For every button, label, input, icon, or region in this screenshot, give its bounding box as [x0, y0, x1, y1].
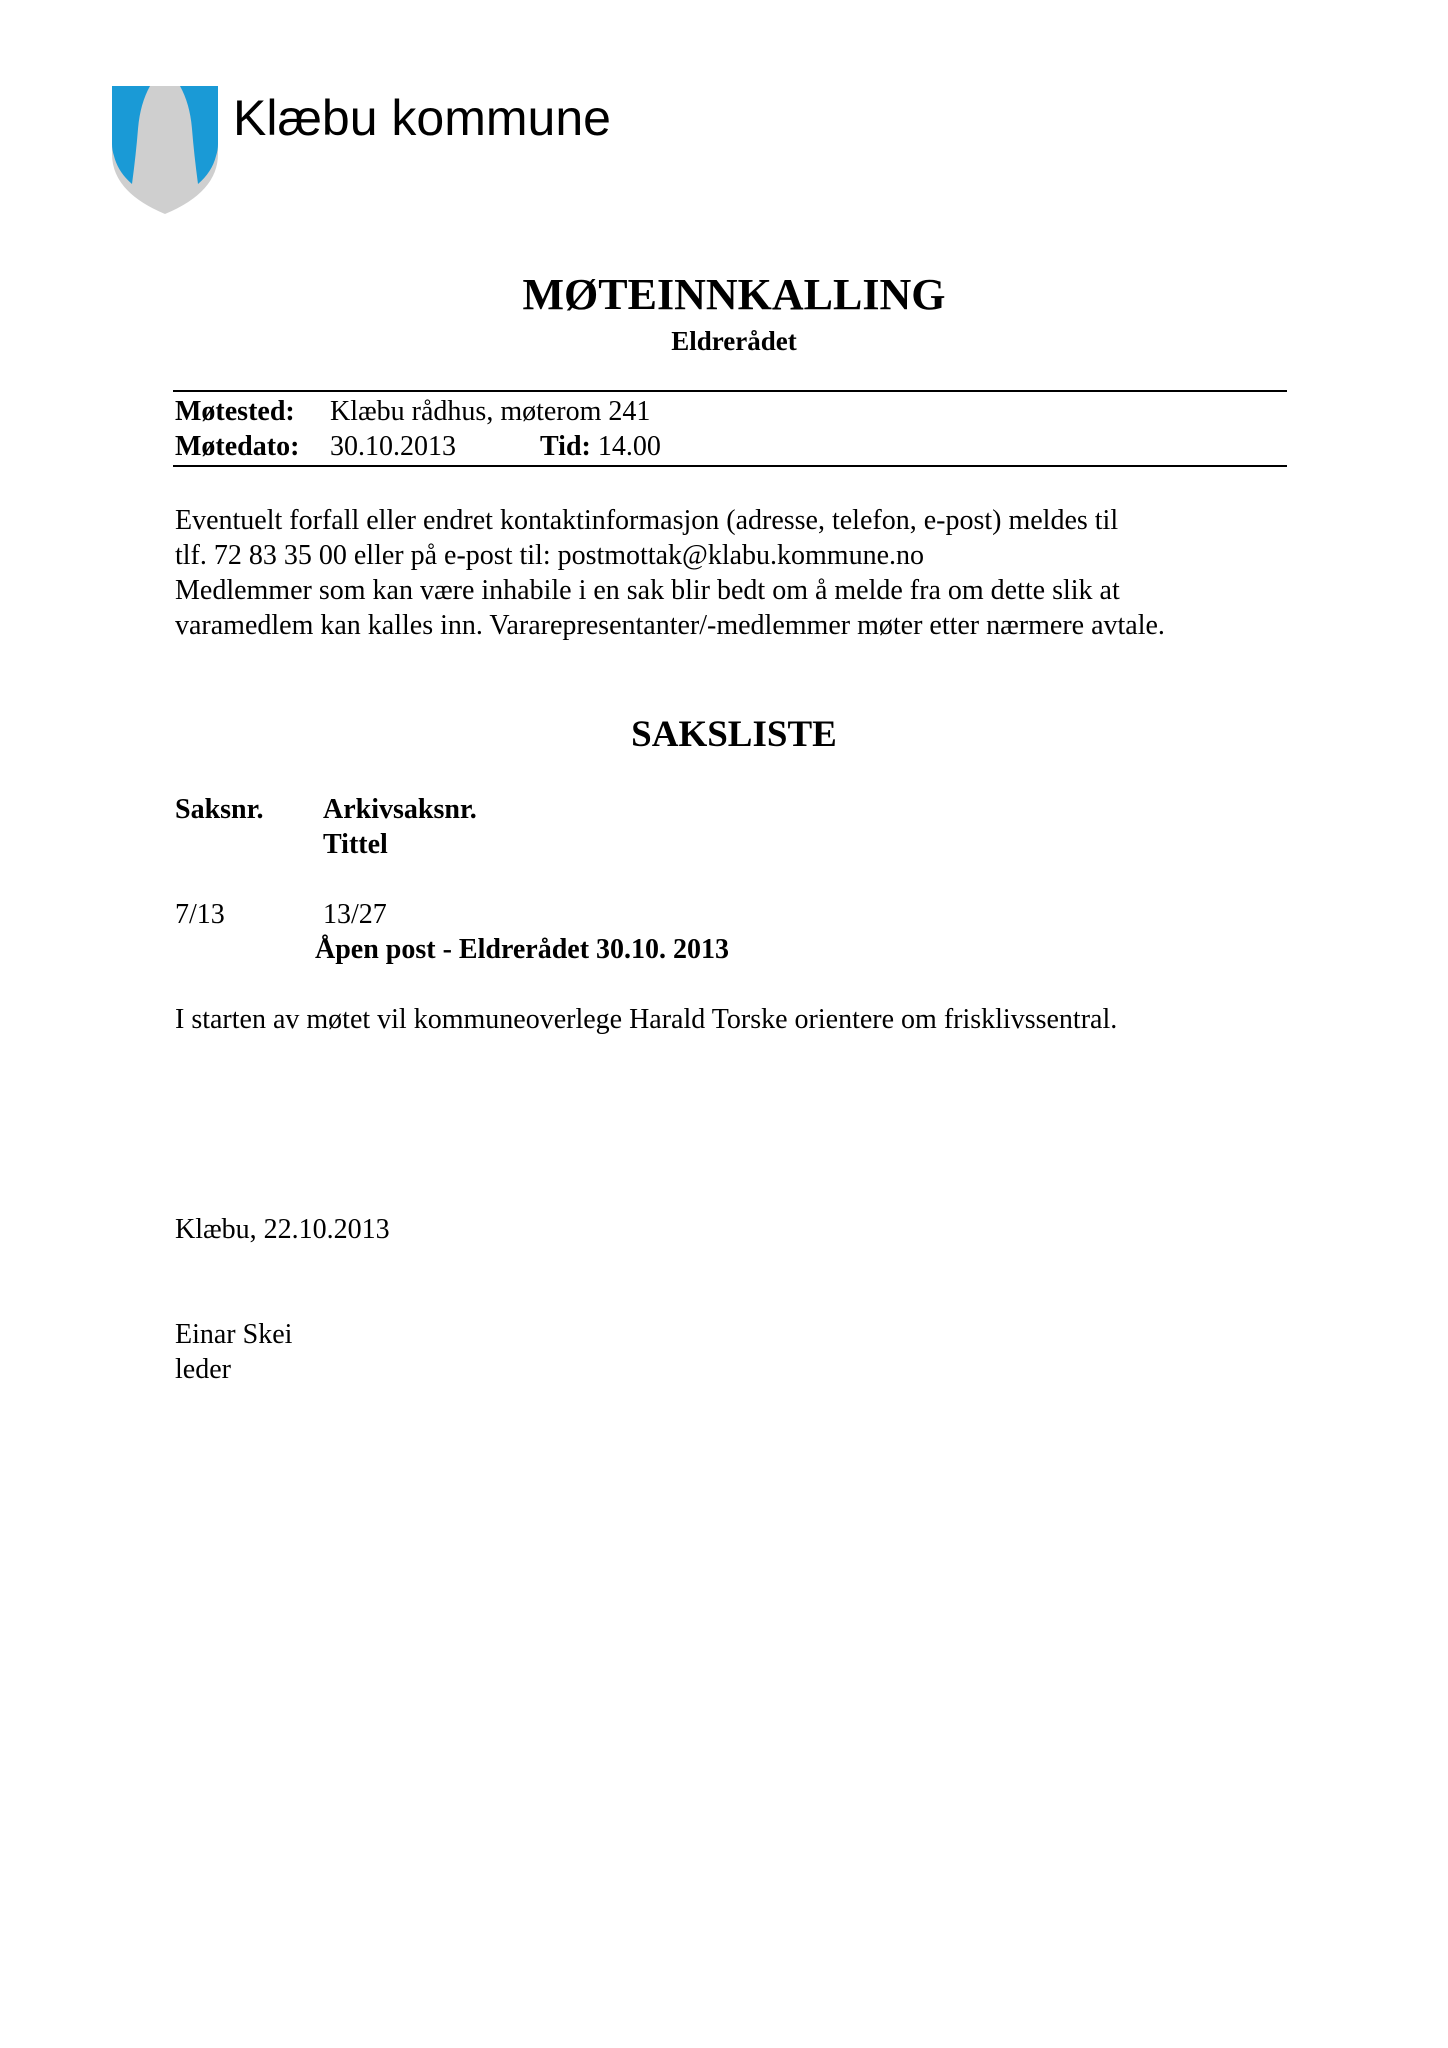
divider-top	[173, 390, 1287, 392]
meeting-date-label: Møtedato:	[175, 431, 300, 462]
divider-bottom	[173, 465, 1287, 467]
document-title: MØTEINNKALLING	[522, 270, 946, 319]
meeting-place-value: Klæbu rådhus, møterom 241	[330, 396, 651, 427]
meeting-date-row	[175, 430, 661, 464]
coat-of-arms-icon	[110, 84, 220, 216]
intro-line: tlf. 72 83 35 00 eller på e-post til: postmottak@klabu.kommune.no	[175, 540, 925, 571]
saksliste-heading: SAKSLISTE	[631, 714, 837, 755]
meeting-place-label: Møtested:	[175, 396, 295, 427]
case-arkivsaksnr: 13/27	[323, 899, 387, 930]
column-header-arkivsaksnr: Arkivsaksnr.	[323, 794, 477, 825]
column-header-saksnr: Saksnr.	[175, 794, 264, 825]
column-header-tittel: Tittel	[323, 829, 388, 860]
intro-line: Medlemmer som kan være inhabile i en sak blir bedt om å melde fra om dette slik at	[175, 575, 1120, 606]
meeting-time-value: 14.00	[597, 431, 661, 462]
case-saksnr: 7/13	[175, 899, 225, 930]
place-and-date: Klæbu, 22.10.2013	[175, 1214, 390, 1245]
intro-line: Eventuelt forfall eller endret kontaktinformasjon (adresse, telefon, e-post) meldes til	[175, 505, 1119, 536]
case-title: Åpen post - Eldrerådet 30.10. 2013	[315, 934, 730, 965]
signer-role: leder	[175, 1354, 231, 1385]
signer-name: Einar Skei	[175, 1319, 293, 1350]
meeting-date-value: 30.10.2013	[330, 431, 456, 462]
intro-paragraph	[175, 503, 1305, 643]
meeting-place-row	[175, 395, 650, 429]
intro-line: varamedlem kan kalles inn. Vararepresentanter/-medlemmer møter etter nærmere avtale.	[175, 610, 1165, 641]
meeting-time-label: Tid:	[540, 431, 591, 462]
committee-name: Eldrerådet	[671, 326, 797, 356]
organization-name: Klæbu kommune	[233, 90, 611, 146]
meeting-note: I starten av møtet vil kommuneoverlege Harald Torske orientere om frisklivssentral.	[175, 1004, 1118, 1035]
